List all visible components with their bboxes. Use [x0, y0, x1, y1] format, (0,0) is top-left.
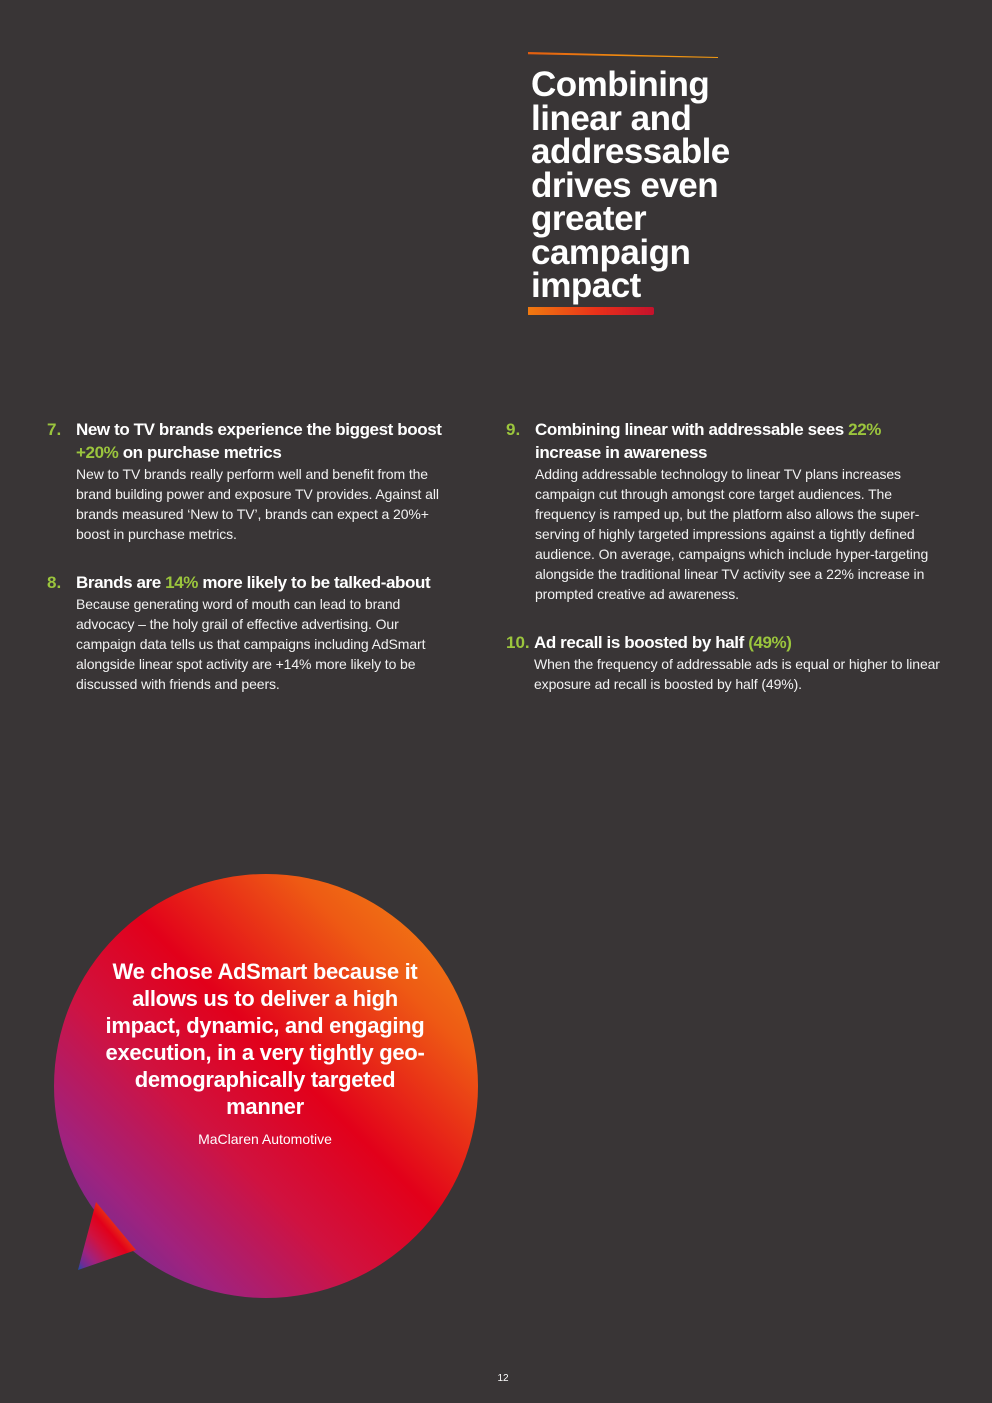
heading-text: on purchase metrics: [122, 443, 282, 462]
highlight-value: (49%): [748, 633, 792, 652]
item-number: 8.: [47, 573, 62, 592]
title-line: drives even: [531, 165, 719, 205]
title-line: impact: [531, 266, 641, 305]
title-line: Combining: [531, 65, 710, 104]
heading-text: New to TV brands experience the biggest boost: [76, 420, 442, 439]
stat-item-10: [506, 631, 946, 694]
item-body: Because generating word of mouth can lead to brand advocacy – the holy grail of effective advertising. Our campaign data tells us that campaigns including AdSmart alongside linear spot activity are +14% more likely to be discussed with friends and peers.: [76, 596, 426, 692]
page-title: [531, 65, 791, 305]
title-line: greater: [531, 199, 647, 238]
stat-item-8: [47, 571, 457, 694]
title-line: campaign: [531, 232, 691, 272]
highlight-value: +20%: [76, 443, 119, 462]
item-heading: [534, 631, 946, 654]
heading-text: Brands are: [76, 573, 161, 592]
quote-attribution: MaClaren Automotive: [198, 1131, 332, 1147]
stat-item-7: [47, 418, 457, 544]
page-number: 12: [497, 1373, 509, 1384]
item-number: 9.: [506, 420, 521, 439]
title-line: addressable: [531, 132, 730, 171]
heading-text: Combining linear with addressable sees: [535, 420, 844, 439]
stat-item-9: [506, 418, 946, 604]
item-number: 10.: [506, 633, 530, 652]
item-heading: [535, 418, 946, 464]
heading-text: increase in awareness: [535, 443, 708, 462]
quote-text: We chose AdSmart because it allows us to deliver a high impact, dynamic, and engaging execution, in a very tightly geo-demographically targeted manner: [105, 959, 425, 1119]
highlight-value: 14%: [165, 573, 198, 592]
title-top-accent-stroke: [528, 52, 718, 58]
item-body: Adding addressable technology to linear TV plans increases campaign cut through amongst core target audiences. The frequency is ramped up, but the platform also allows the super-serving of highly targeted impressions against a tightly defined audience. On average, campaigns which include hyper-targeting alongside the traditional linear TV activity see a 22% increase in prompted creative ad awareness.: [535, 466, 929, 602]
item-heading: [76, 571, 457, 594]
item-number: 7.: [47, 420, 62, 439]
heading-text: Ad recall is boosted by half: [534, 633, 744, 652]
highlight-value: 22%: [848, 420, 881, 439]
heading-text: more likely to be talked-about: [202, 573, 431, 592]
item-body: When the frequency of addressable ads is equal or higher to linear exposure ad recall is boosted by half (49%).: [534, 656, 940, 692]
title-underline-accent: [528, 307, 654, 315]
item-body: New to TV brands really perform well and benefit from the brand building power and exposure TV provides. Against all brands measured ‘New to TV’, brands can expect a 20%+ boost in purchase metrics.: [76, 466, 439, 542]
title-line: linear and: [531, 98, 692, 138]
item-heading: [76, 418, 457, 464]
